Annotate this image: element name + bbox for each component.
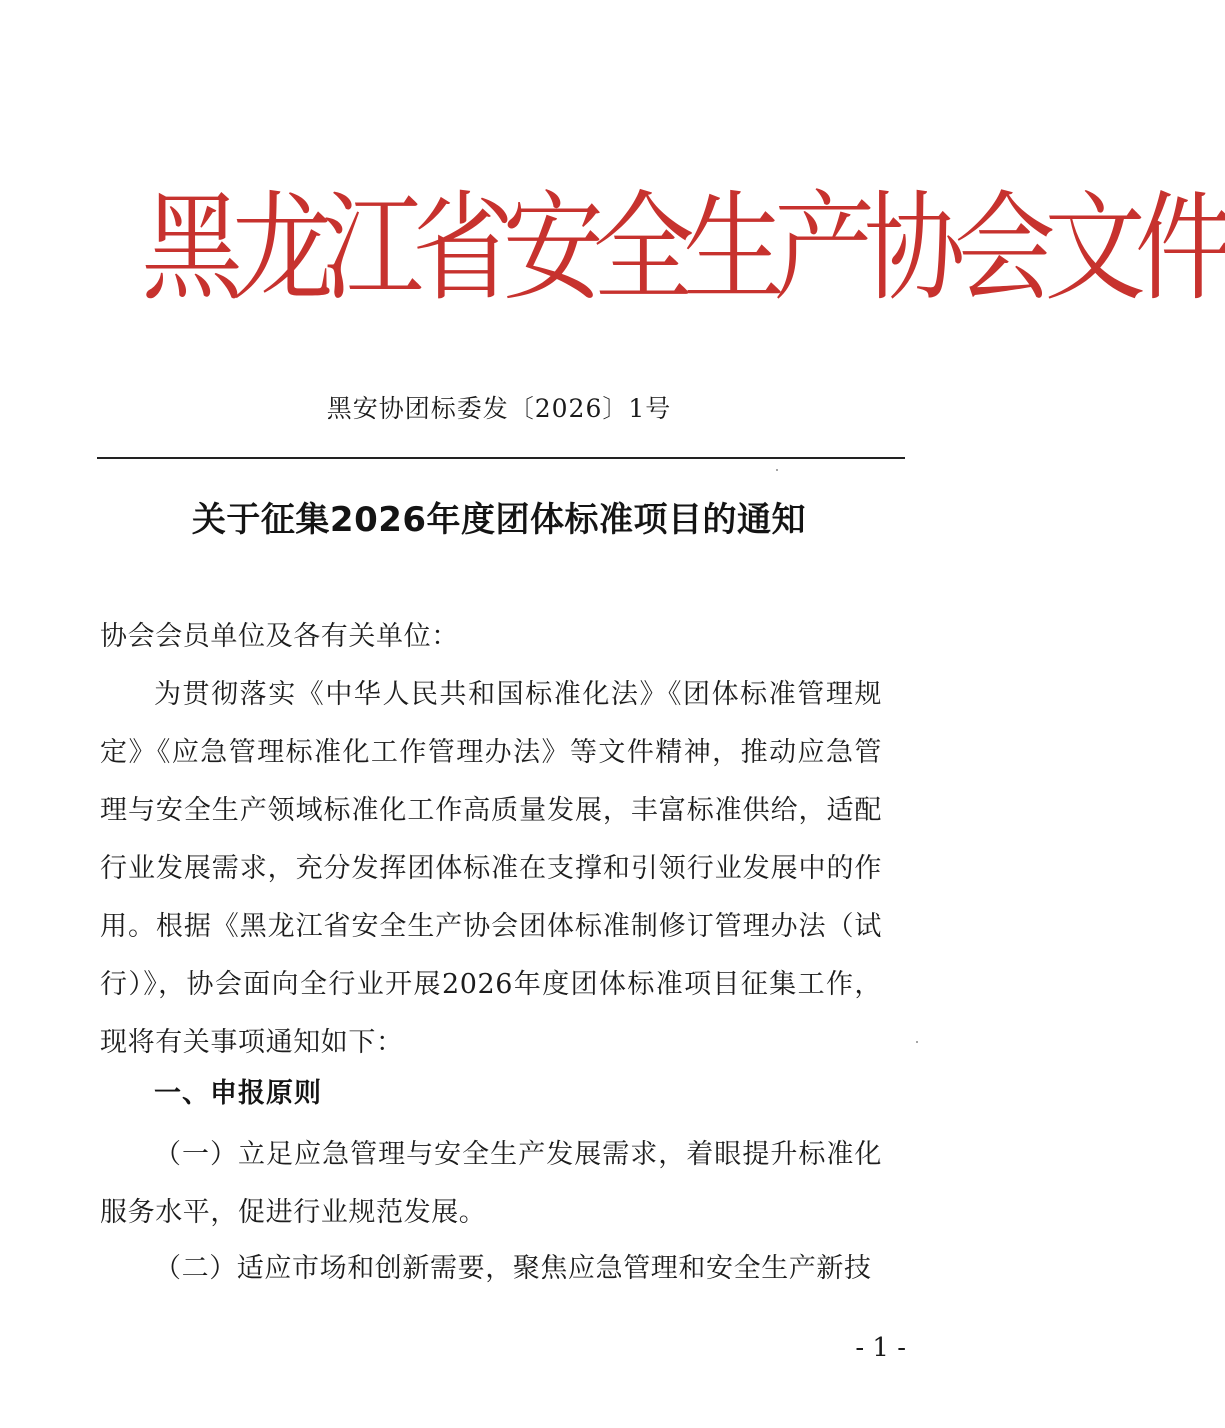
document-number: 黑安协团标委发〔2026〕1号 (326, 394, 672, 423)
section-heading-principles: 一、申报原则 (154, 1078, 322, 1109)
principle-item-2: （二）适应市场和创新需要，聚焦应急管理和安全生产新技 (154, 1253, 872, 1284)
scan-speck (916, 1041, 918, 1043)
scan-speck (776, 469, 778, 471)
header-divider (97, 457, 905, 459)
page-number: - 1 - (855, 1333, 906, 1363)
intro-paragraph: 为贯彻落实《中华人民共和国标准化法》《团体标准管理规定》《应急管理标准化工作管理办法》等文件精神，推动应急管理与安全生产领域标准化工作高质量发展，丰富标准供给，适配行业发展需求，充分发挥团体标准在支撑和引领行业发展中的作用。根据《黑龙江省安全生产协会团体标准制修订管理办法（试行）》，协会面向全行业开展2026年度团体标准项目征集工作，现将有关事项通知如下： (100, 679, 882, 1058)
notice-title: 关于征集2026年度团体标准项目的通知 (191, 500, 807, 540)
masthead-title: 黑龙江省安全生产协会文件 (141, 179, 1225, 317)
salutation: 协会会员单位及各有关单位： (100, 621, 459, 652)
principle-item-1: （一）立足应急管理与安全生产发展需求，着眼提升标准化服务水平，促进行业规范发展。 (100, 1139, 882, 1228)
